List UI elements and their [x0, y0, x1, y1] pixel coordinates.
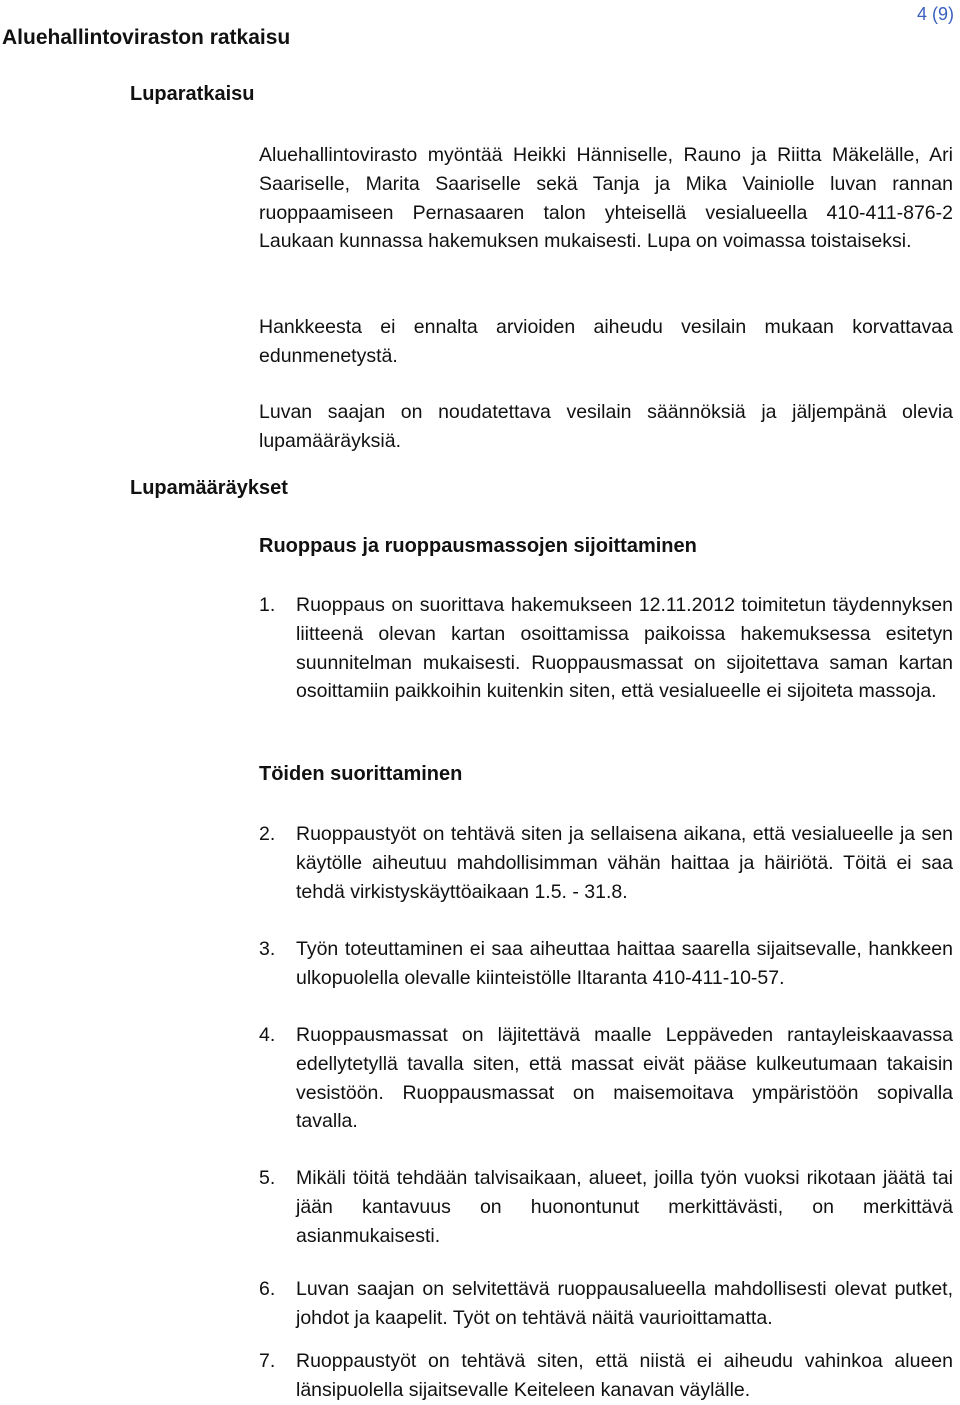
- list-item-text: Mikäli töitä tehdään talvisaikaan, alueet, joilla työn vuoksi rikotaan jäätä tai jään kantavuus on huonontunut merkittävästi, on merkittävä asianmukaisesti.: [296, 1167, 953, 1247]
- list-item-text: Luvan saajan on selvitettävä ruoppausalueella mahdollisesti olevat putket, johdot ja kaapelit. Työt on tehtävä näitä vaurioittamatta.: [296, 1278, 953, 1329]
- list-item-number: 5.: [259, 1167, 276, 1189]
- subsection-heading-ruoppaus: Ruoppaus ja ruoppausmassojen sijoittaminen: [259, 535, 697, 557]
- list-item-5: [259, 1164, 953, 1250]
- list-item-number: 4.: [259, 1024, 276, 1046]
- subsection-heading-toiden-suorittaminen: Töiden suorittaminen: [259, 763, 463, 785]
- list-item-6: [259, 1275, 953, 1333]
- list-item-4: [259, 1021, 953, 1136]
- paragraph-no-damage: Hankkeesta ei ennalta arvioiden aiheudu vesilain mukaan korvattavaa edunmenetystä.: [259, 316, 953, 367]
- list-item-text: Ruoppaustyöt on tehtävä siten, että niistä ei aiheudu vahinkoa alueen länsipuolella sijaitsevalle Keiteleen kanavan väylälle.: [296, 1350, 953, 1401]
- page-number: 4 (9): [916, 4, 954, 24]
- list-item-2: [259, 820, 953, 906]
- section-heading-luparatkaisu: Luparatkaisu: [130, 83, 255, 105]
- paragraph-obligation: Luvan saajan on noudatettava vesilain säännöksiä ja jäljempänä olevia lupamääräyksiä.: [259, 401, 953, 452]
- section-heading-lupamaaraykset: Lupamääräykset: [130, 477, 288, 499]
- list-item-1: [259, 591, 953, 706]
- list-item-number: 6.: [259, 1278, 276, 1300]
- paragraph-permit-decision: Aluehallintovirasto myöntää Heikki Hänniselle, Rauno ja Riitta Mäkelälle, Ari Saariselle, Marita Saariselle sekä Tanja ja Mika Vainiolle luvan rannan ruoppaamiseen Pernasaaren talon yhteisellä vesialueella 410-411-876-2 Laukaan kunnassa hakemuksen mukaisesti. Lupa on voimassa toistaiseksi.: [259, 144, 953, 253]
- list-item-number: 2.: [259, 823, 276, 845]
- list-item-text: Ruoppaus on suorittava hakemukseen 12.11.2012 toimitetun täydennyksen liitteenä olevan kartan osoittamissa paikoissa hakemuksessa esitetyn suunnitelman mukaisesti. Ruoppausmassat on sijoitettava saman kartan osoittamiin paikkoihin kuitenkin siten, että vesialueelle ei sijoiteta massoja.: [296, 594, 953, 703]
- list-item-text: Ruoppaustyöt on tehtävä siten ja sellaisena aikana, että vesialueelle ja sen käytölle aiheutuu mahdollisimman vähän haittaa ja häiriötä. Töitä ei saa tehdä virkistyskäyttöaikaan 1.5. - 31.8.: [296, 823, 953, 903]
- list-item-number: 7.: [259, 1350, 276, 1372]
- list-item-text: Työn toteuttaminen ei saa aiheuttaa haittaa saarella sijaitsevalle, hankkeen ulkopuolella olevalle kiinteistölle Iltaranta 410-411-10-57.: [296, 938, 953, 989]
- document-title: Aluehallintoviraston ratkaisu: [2, 26, 291, 49]
- list-item-number: 3.: [259, 938, 276, 960]
- list-item-number: 1.: [259, 594, 276, 616]
- list-item-7: [259, 1347, 953, 1405]
- list-item-3: [259, 935, 953, 993]
- list-item-text: Ruoppausmassat on läjitettävä maalle Leppäveden rantayleiskaavassa edellytetyllä tavalla siten, että massat eivät pääse kulkeutumaan takaisin vesistöön. Ruoppausmassat on maisemoitava ympäristöön sopivalla tavalla.: [296, 1024, 953, 1133]
